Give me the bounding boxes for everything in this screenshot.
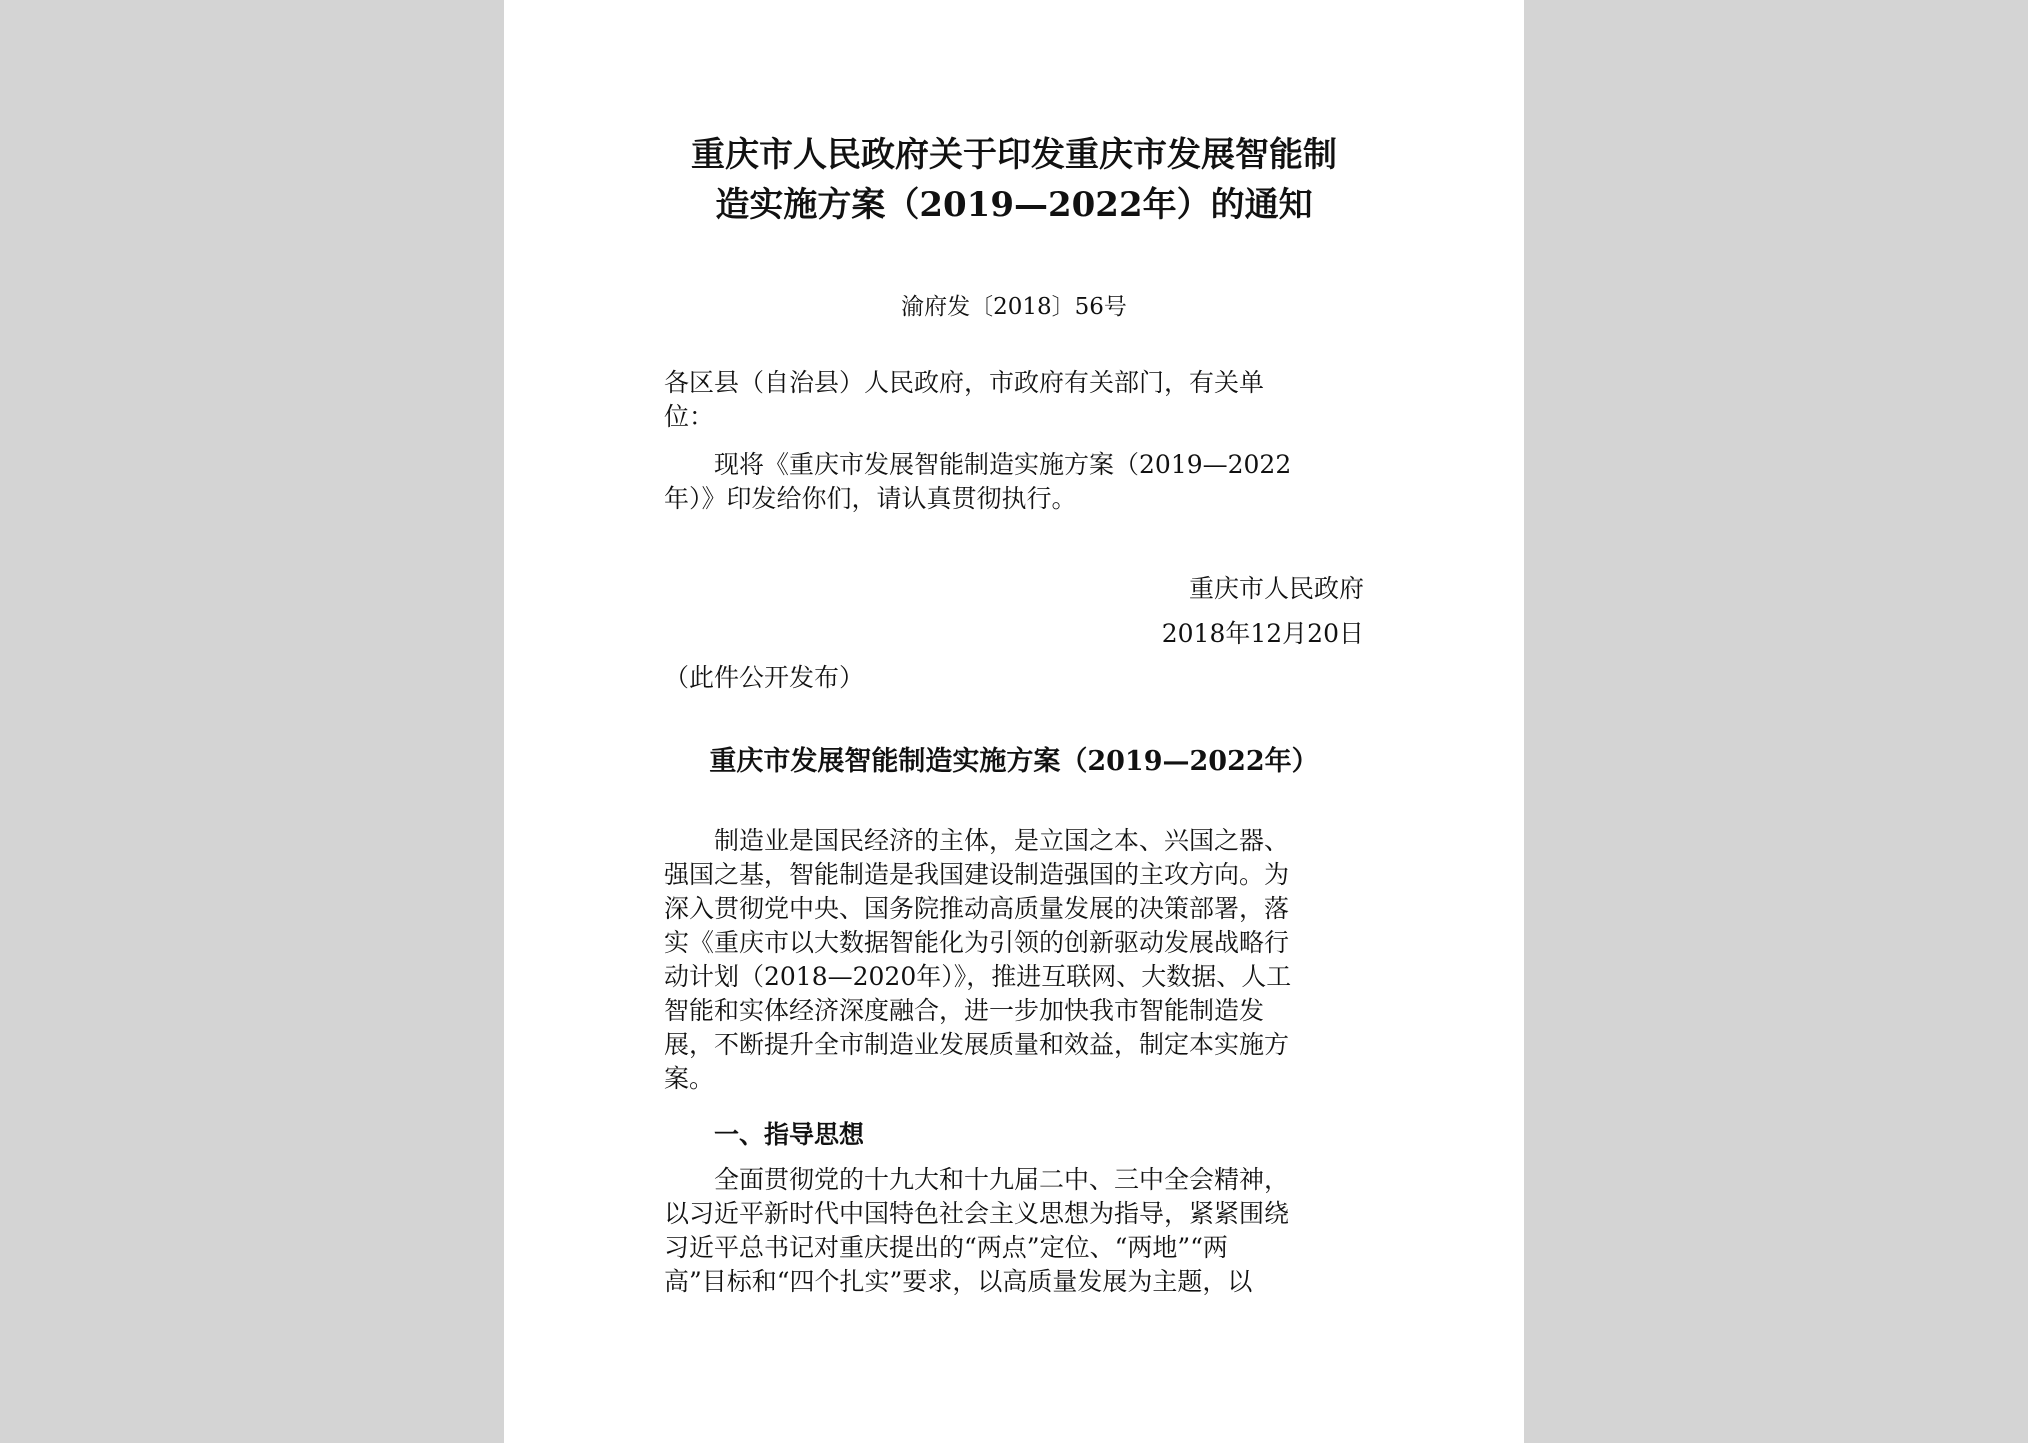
section1-line: 以习近平新时代中国特色社会主义思想为指导，紧紧围绕 (664, 1199, 1290, 1228)
document-number: 渝府发〔2018〕56号 (901, 294, 1127, 320)
notice-title-line: 重庆市人民政府关于印发重庆市发展智能制 (691, 135, 1337, 175)
intro-line: 实《重庆市以大数据智能化为引领的创新驱动发展战略行 (664, 928, 1290, 957)
section1-line: 高”目标和“四个扎实”要求，以高质量发展为主题，以 (664, 1267, 1253, 1296)
addressee-line: 各区县（自治县）人民政府，市政府有关部门，有关单 (664, 368, 1265, 397)
intro-line: 案。 (664, 1064, 715, 1093)
addressee-line: 位： (664, 402, 715, 431)
intro-line: 展，不断提升全市制造业发展质量和效益，制定本实施方 (664, 1030, 1290, 1059)
section1-line: 习近平总书记对重庆提出的“两点”定位、“两地”“两 (664, 1233, 1228, 1262)
intro-line: 制造业是国民经济的主体，是立国之本、兴国之器、 (714, 826, 1290, 855)
disclosure-note (664, 661, 1364, 695)
notice-title-line: 造实施方案（2019—2022年）的通知 (715, 185, 1313, 225)
addressee (664, 366, 1364, 434)
intro-line: 深入贯彻党中央、国务院推动高质量发展的决策部署，落 (664, 894, 1290, 923)
notice-body (664, 448, 1364, 516)
notice-body-line: 现将《重庆市发展智能制造实施方案（2019—2022 (714, 450, 1292, 479)
document-page (504, 0, 1524, 1443)
section1-body (664, 1163, 1364, 1299)
issuer: 重庆市人民政府 (1188, 574, 1364, 603)
notice-title (664, 130, 1364, 230)
plan-title: 重庆市发展智能制造实施方案（2019—2022年） (709, 746, 1319, 777)
intro-line: 智能和实体经济深度融合，进一步加快我市智能制造发 (664, 996, 1265, 1025)
plan-intro (664, 824, 1364, 1096)
notice-body-line: 年）》印发给你们，请认真贯彻执行。 (664, 484, 1077, 513)
disclosure-text: （此件公开发布） (664, 663, 865, 692)
issue-date: 2018年12月20日 (1161, 619, 1364, 648)
section-heading: 一、指导思想 (714, 1120, 865, 1149)
intro-line: 强国之基，智能制造是我国建设制造强国的主攻方向。为 (664, 860, 1290, 889)
section1-line: 全面贯彻党的十九大和十九届二中、三中全会精神， (714, 1165, 1290, 1194)
intro-line: 动计划（2018—2020年）》，推进互联网、大数据、人工 (664, 962, 1292, 991)
